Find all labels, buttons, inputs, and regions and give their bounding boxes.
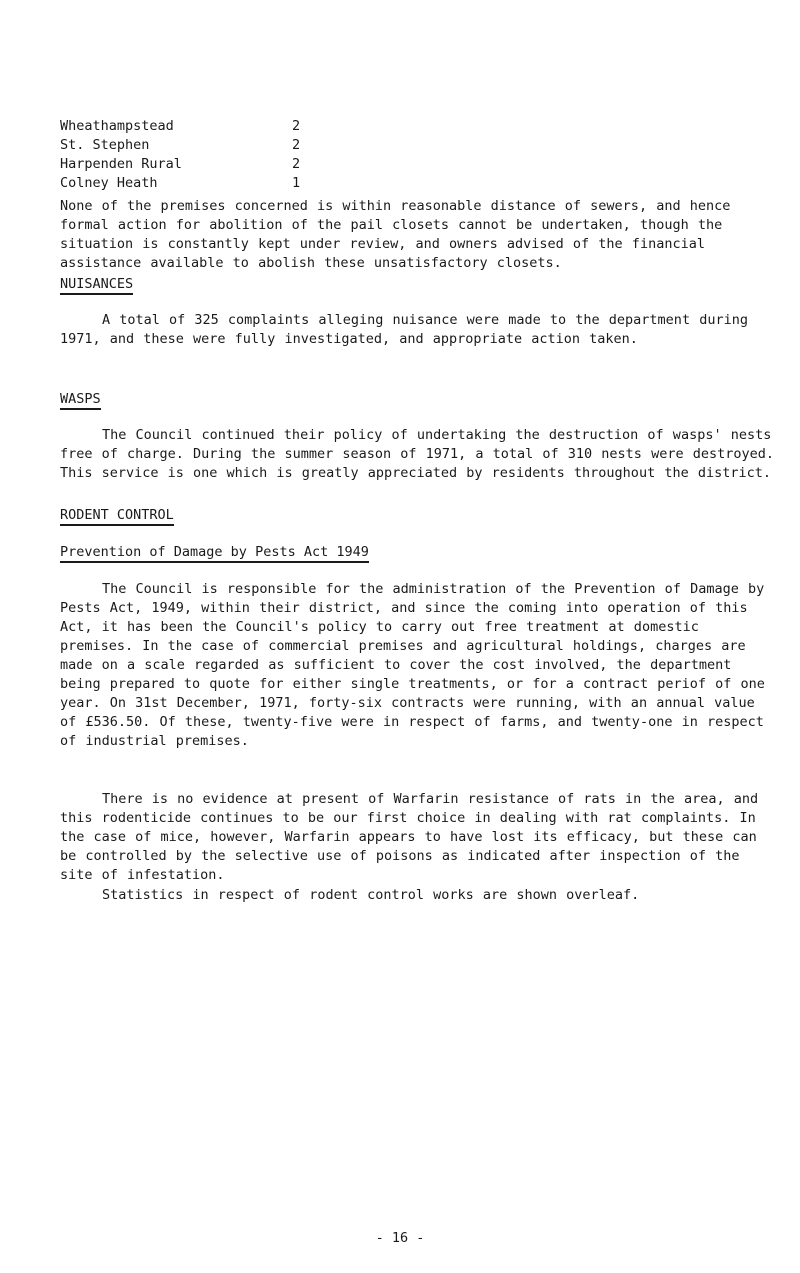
parish-name: Colney Heath <box>60 175 158 191</box>
parish-name: St. Stephen <box>60 137 150 153</box>
rodent-control-paragraph: The Council is responsible for the administration of the Prevention of Damage by Pests Act, 1949, within their district, and since the coming into operation of this Act, it has been the Council's policy to carry out free treatment at domestic premises. In the case of commercial premises and agricultural holdings, charges are made on a scale regarded as sufficient to cover the cost involved, the department being prepared to quote for either single treatments, or for a contract periof of one year. On 31st December, 1971, forty-six contracts were running, with an annual value of £536.50. Of these, twenty-five were in respect of farms, and twenty-one in respect of industrial premises. <box>60 581 765 749</box>
nuisances-heading: NUISANCES <box>60 276 133 295</box>
parish-row <box>60 174 312 193</box>
pail-closets-paragraph: None of the premises concerned is within reasonable distance of sewers, and hence formal action for abolition of the pail closets cannot be undertaken, though the situation is constantly kept under review, and owners advised of the financial assistance available to abolish these unsatisfactory closets. <box>60 198 731 271</box>
parish-name: Harpenden Rural <box>60 156 182 172</box>
parish-row <box>60 136 312 155</box>
nuisances-body <box>60 311 780 349</box>
nuisances-section <box>60 275 780 295</box>
parish-row <box>60 155 312 174</box>
rodent-control-heading: RODENT CONTROL <box>60 507 174 526</box>
parish-row <box>60 117 312 136</box>
statistics-body <box>60 886 780 905</box>
parish-count: 2 <box>292 137 301 153</box>
pests-act-subheading: Prevention of Damage by Pests Act 1949 <box>60 544 369 563</box>
parish-name: Wheathampstead <box>60 118 174 134</box>
rodent-control-subsection <box>60 543 780 563</box>
wasps-heading: WASPS <box>60 391 101 410</box>
rodent-control-body <box>60 580 780 751</box>
page-number: - 16 - <box>375 1230 425 1246</box>
statistics-note: Statistics in respect of rodent control works are shown overleaf. <box>102 887 640 903</box>
nuisances-paragraph: A total of 325 complaints alleging nuisance were made to the department during 1971, and these were fully investigated, and appropriate action taken. <box>60 312 748 347</box>
warfarin-paragraph: There is no evidence at present of Warfarin resistance of rats in the area, and this rodenticide continues to be our first choice in dealing with rat complaints. In the case of mice, however, Warfarin appears to have lost its efficacy, but these can be controlled by the selective use of poisons as indicated after inspection of the site of infestation. <box>60 791 759 883</box>
wasps-paragraph: The Council continued their policy of undertaking the destruction of wasps' nests free of charge. During the summer season of 1971, a total of 310 nests were destroyed. This service is one which is greatly appreciated by residents throughout the district. <box>60 427 774 481</box>
pail-closets-section <box>60 197 780 273</box>
rodent-control-section <box>60 506 780 526</box>
wasps-section <box>60 390 780 410</box>
warfarin-body <box>60 790 780 885</box>
parish-count: 2 <box>292 118 301 134</box>
parish-count: 2 <box>292 156 301 172</box>
parish-count: 1 <box>292 175 301 191</box>
parish-list <box>60 117 312 193</box>
wasps-body <box>60 426 780 483</box>
